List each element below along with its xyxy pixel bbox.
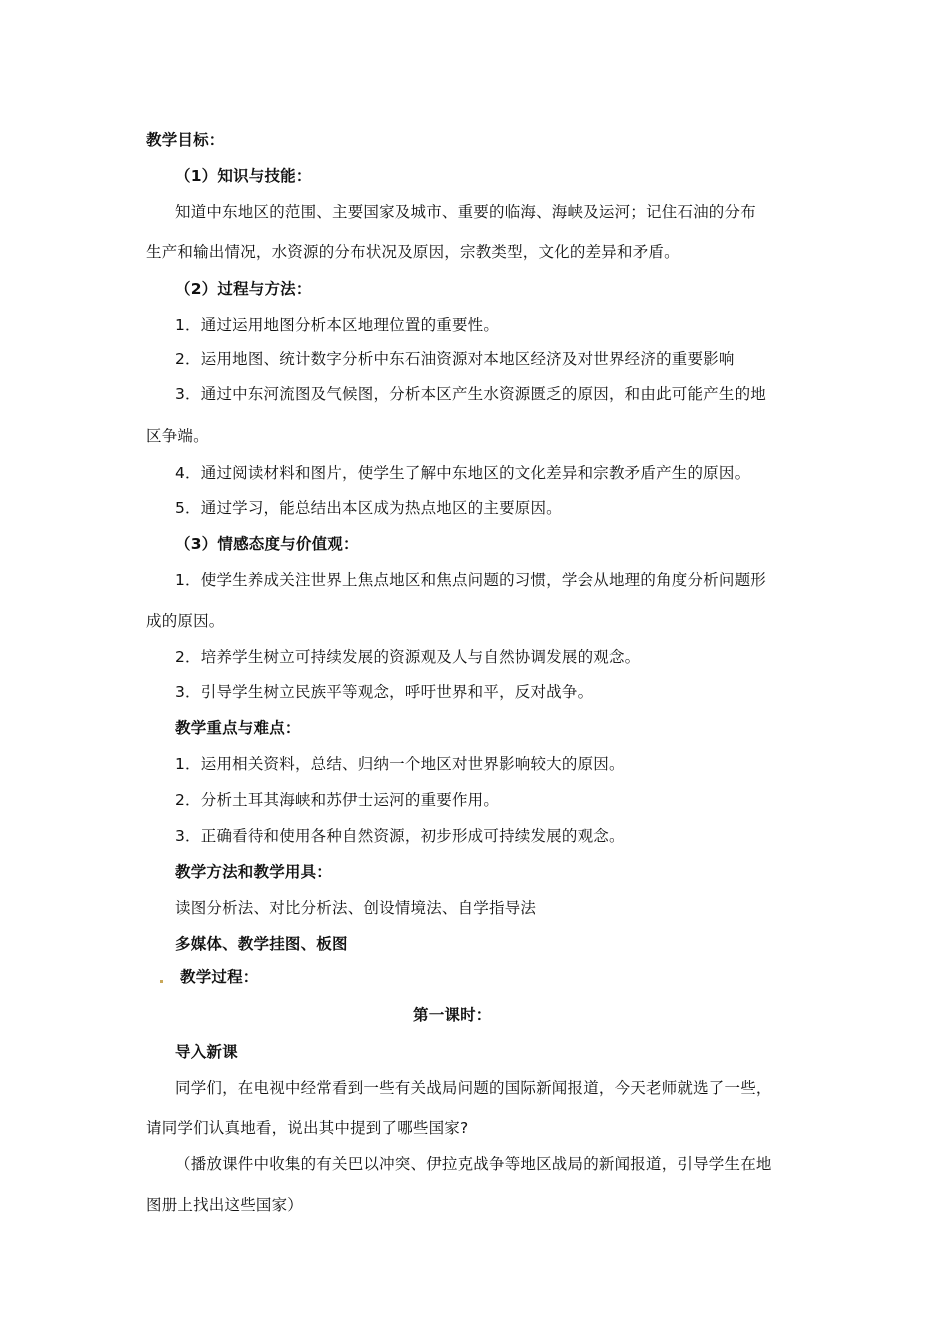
emotion-item-3: 3．引导学生树立民族平等观念，呼吁世界和平，反对战争。 — [175, 683, 594, 701]
keypoint-item-3: 3．正确看待和使用各种自然资源，初步形成可持续发展的观念。 — [175, 827, 625, 845]
tools-text: 多媒体、教学挂图、板图 — [175, 935, 348, 953]
emotion-item-2: 2．培养学生树立可持续发展的资源观及人与自然协调发展的观念。 — [175, 648, 641, 666]
intro-paragraph-line-3: （播放课件中收集的有关巴以冲突、伊拉克战争等地区战局的新闻报道，引导学生在地 — [175, 1155, 772, 1173]
methods-heading: 教学方法和教学用具： — [175, 863, 333, 881]
teaching-process-heading: 教学过程： — [180, 968, 259, 986]
intro-paragraph-line-1: 同学们，在电视中经常看到一些有关战局问题的国际新闻报道，今天老师就选了一些， — [175, 1079, 772, 1097]
knowledge-paragraph-line-1: 知道中东地区的范围、主要国家及城市、重要的临海、海峡及运河；记住石油的分布 — [175, 203, 756, 221]
objectives-heading: 教学目标： — [146, 131, 225, 149]
knowledge-heading: （1）知识与技能： — [175, 167, 312, 185]
process-item-3-line-1: 3．通过中东河流图及气候图，分析本区产生水资源匮乏的原因，和由此可能产生的地 — [175, 385, 766, 403]
process-item-4: 4．通过阅读材料和图片，使学生了解中东地区的文化差异和宗教矛盾产生的原因。 — [175, 464, 751, 482]
keypoints-heading: 教学重点与难点： — [175, 719, 301, 737]
keypoint-item-1: 1．运用相关资料，总结、归纳一个地区对世界影响较大的原因。 — [175, 755, 625, 773]
process-heading: （2）过程与方法： — [175, 280, 312, 298]
lesson-title: 第一课时： — [413, 1006, 492, 1024]
process-item-5: 5．通过学习，能总结出本区成为热点地区的主要原因。 — [175, 499, 562, 517]
emotion-heading: （3）情感态度与价值观： — [175, 535, 359, 553]
knowledge-paragraph-line-2: 生产和输出情况，水资源的分布状况及原因，宗教类型，文化的差异和矛盾。 — [146, 243, 680, 261]
emotion-item-1-line-1: 1．使学生养成关注世界上焦点地区和焦点问题的习惯，学会从地理的角度分析问题形 — [175, 571, 766, 589]
intro-heading: 导入新课 — [175, 1043, 238, 1061]
intro-paragraph-line-4: 图册上找出这些国家） — [146, 1196, 304, 1214]
process-item-3-line-2: 区争端。 — [146, 427, 209, 445]
intro-paragraph-line-2: 请同学们认真地看，说出其中提到了哪些国家? — [146, 1119, 469, 1137]
emotion-item-1-line-2: 成的原因。 — [146, 612, 225, 630]
keypoint-item-2: 2．分析土耳其海峡和苏伊士运河的重要作用。 — [175, 791, 500, 809]
process-item-2: 2．运用地图、统计数字分析中东石油资源对本地区经济及对世界经济的重要影响 — [175, 350, 735, 368]
process-item-1: 1．通过运用地图分析本区地理位置的重要性。 — [175, 316, 500, 334]
artifact-dot — [160, 980, 163, 983]
methods-text: 读图分析法、对比分析法、创设情境法、自学指导法 — [175, 899, 537, 917]
